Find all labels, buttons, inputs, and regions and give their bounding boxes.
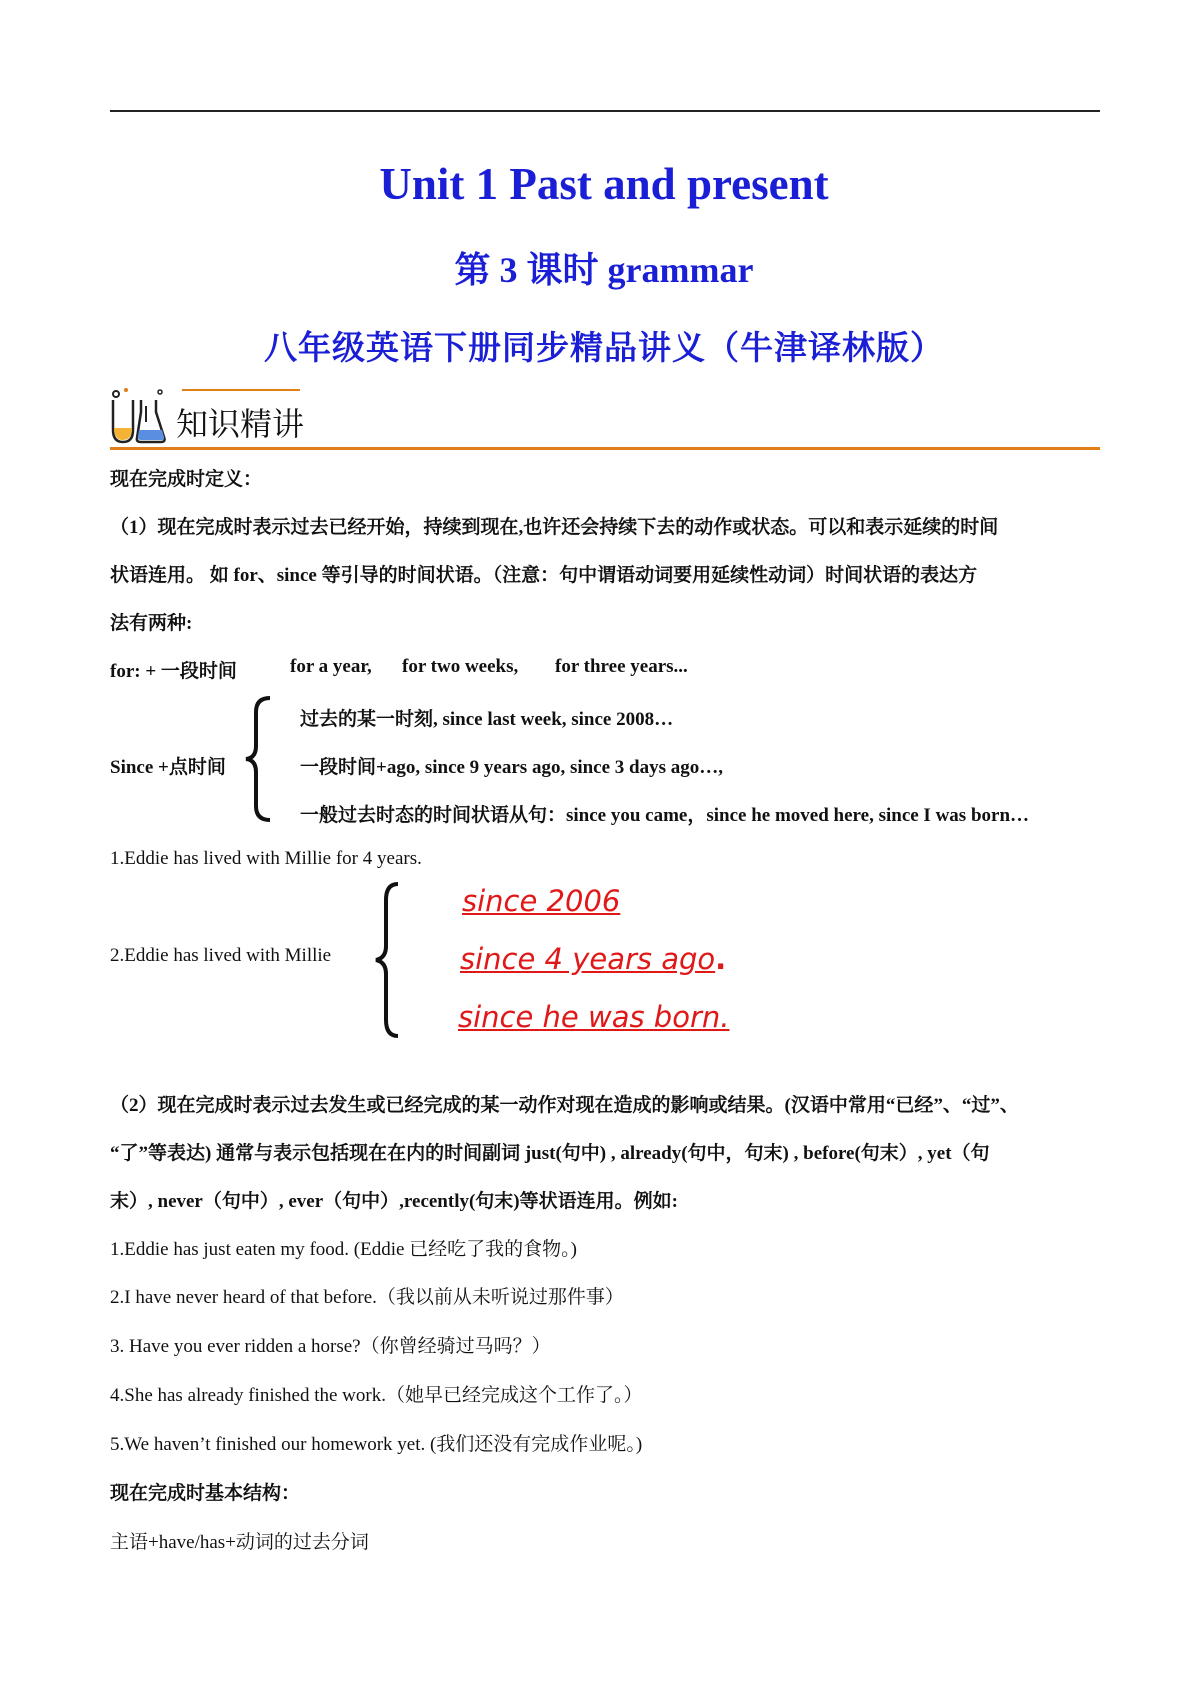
- since-item: 过去的某一时刻, since last week, since 2008…: [300, 709, 674, 730]
- answer-period: .: [715, 942, 727, 976]
- left-brace-icon: [244, 694, 274, 824]
- para2-line3: 末）, never（句中）, ever（句中）,recently(句末)等状语连用。例如:: [110, 1191, 678, 1212]
- example-sentence: 2.Eddie has lived with Millie: [110, 945, 332, 966]
- answer-option-row: [460, 942, 726, 976]
- since-item: 一般过去时态的时间状语从句：since you came，since he moved here, since I was born…: [300, 805, 1030, 826]
- example-sentence: 1.Eddie has lived with Millie for 4 years.: [110, 848, 422, 869]
- lab-flask-icon: [108, 386, 168, 446]
- for-label: for: + 一段时间: [110, 661, 237, 682]
- answer-option: since he was born.: [458, 1000, 730, 1034]
- top-rule: [110, 110, 1100, 112]
- lesson-subtitle: 第 3 课时 grammar: [454, 250, 754, 290]
- structure-formula: 主语+have/has+动词的过去分词: [110, 1532, 369, 1553]
- since-label: Since +点时间: [110, 757, 226, 778]
- page-title: Unit 1 Past and present: [379, 159, 829, 209]
- answer-option: since 2006: [462, 884, 621, 918]
- structure-heading: 现在完成时基本结构：: [110, 1483, 301, 1504]
- para1-line2: 状语连用。 如 for、since 等引导的时间状语。（注意：句中谓语动词要用延续性动词）时间状语的表达方: [110, 565, 978, 586]
- for-example: for two weeks,: [402, 656, 519, 677]
- since-item: 一段时间+ago, since 9 years ago, since 3 days ago…,: [300, 757, 724, 778]
- example-sentence: 1.Eddie has just eaten my food. (Eddie 已经吃了我的食物。): [110, 1239, 578, 1260]
- example-sentence: 4.She has already finished the work.（她早已经完成这个工作了。）: [110, 1385, 643, 1406]
- definition-heading: 现在完成时定义：: [110, 469, 263, 490]
- para2-line1: （2）现在完成时表示过去发生或已经完成的某一动作对现在造成的影响或结果。(汉语中常用“已经”、“过”、: [110, 1095, 1019, 1116]
- para2-line2: “了”等表达) 通常与表示包括现在在内的时间副词 just(句中) , already(句中，句末) , before(句末）, yet（句: [110, 1143, 990, 1164]
- for-example: for a year,: [290, 656, 372, 677]
- series-title: 八年级英语下册同步精品讲义（牛津译林版）: [264, 331, 944, 367]
- section-top-line: [182, 389, 300, 391]
- section-rule: [110, 447, 1100, 450]
- left-brace-icon: [372, 880, 402, 1040]
- section-title: 知识精讲: [176, 405, 305, 443]
- para1-line3: 法有两种:: [110, 613, 193, 634]
- example-sentence: 3. Have you ever ridden a horse?（你曾经骑过马吗？）: [110, 1336, 551, 1357]
- example-sentence: 2.I have never heard of that before.（我以前从未听说过那件事）: [110, 1287, 624, 1308]
- answer-option: since 4 years ago: [460, 942, 716, 976]
- for-example: for three years...: [555, 656, 688, 677]
- para1-line1: （1）现在完成时表示过去已经开始，持续到现在,也许还会持续下去的动作或状态。可以和表示延续的时间: [110, 517, 999, 538]
- example-sentence: 5.We haven’t finished our homework yet. (我们还没有完成作业呢。): [110, 1434, 643, 1455]
